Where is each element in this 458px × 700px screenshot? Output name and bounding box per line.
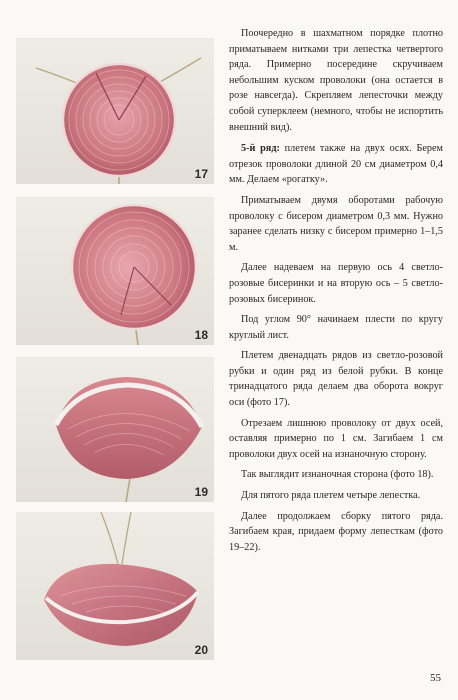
paragraph: Для пятого ряда плетем четыре лепестка. <box>241 490 421 502</box>
page-number: 55 <box>430 672 441 684</box>
figure-number: 20 <box>194 643 208 657</box>
figure-number: 19 <box>194 485 208 499</box>
photo-18 <box>16 197 214 345</box>
paragraph: Под углом 90° начинаем плести по кругу круглый лист. <box>229 314 443 341</box>
photo-17 <box>16 38 214 184</box>
photo-19 <box>16 357 214 502</box>
beaded-leaf-round-image <box>16 38 214 184</box>
paragraph: Плетем двенадцать рядов из светло-розовой рубки и один ряд из белой рубки. В конце тринадцатого ряда делаем два оборота вокруг оси (фото 17). <box>229 350 443 409</box>
figure-number: 18 <box>194 328 208 342</box>
section-heading: 5-й ряд: <box>241 143 280 155</box>
paragraph <box>229 141 443 188</box>
paragraph: Далее надеваем на первую ось 4 светло-розовые бисеринки и на вторую ось – 5 светло-розовых бисеринок. <box>229 262 443 305</box>
beaded-petal-rolled-image <box>16 512 214 660</box>
figure-number: 17 <box>194 167 208 181</box>
photo-20 <box>16 512 214 660</box>
beaded-leaf-reverse-image <box>16 197 214 345</box>
paragraph: Поочередно в шахматном порядке плотно приматываем нитками три лепестка четвертого ряда. Примерно посередине скручиваем небольшим куском проволоки (она остается в розе навсегда). Скрепляем лепесточки между собой суперклеем (немного, чтобы не испортить внешний вид). <box>229 28 443 133</box>
body-text <box>229 26 443 560</box>
paragraph: Приматываем двумя оборотами рабочую проволоку с бисером диаметром 0,3 мм. Нужно заранее сделать низку с бисером примерно 1–1,5 м. <box>229 194 443 253</box>
paragraph: Далее продолжаем сборку пятого ряда. Загибаем края, придаем форму лепесткам (фото 19–22). <box>229 510 443 553</box>
beaded-petal-curved-image <box>16 357 214 502</box>
paragraph-text: плетем также на двух осях. Берем отрезок проволоки длиной 20 см диаметром 0,4 мм. Делаем «рогатку». <box>229 143 443 186</box>
paragraph: Так выглядит изнаночная сторона (фото 18). <box>241 469 434 481</box>
paragraph: Отрезаем лишнюю проволоку от двух осей, оставляя примерно по 1 см. Загибаем 1 см проволоки двух осей на изнаночную сторону. <box>229 417 443 460</box>
